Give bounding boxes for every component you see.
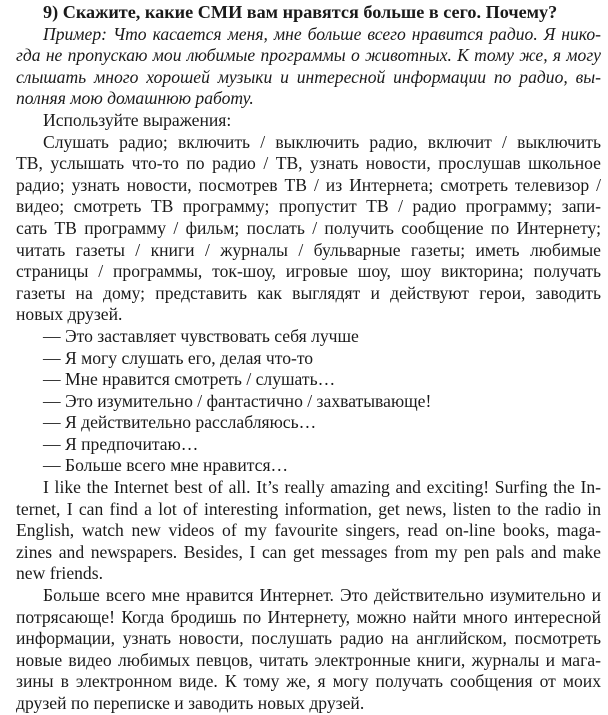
answer-russian-paragraph: [16, 585, 601, 715]
phrase-item: — Мне нравится смотреть / слушать…: [43, 369, 336, 390]
expressions-line: страницы / программы, ток-шоу, игровые шоу, шоу викторина; получать: [16, 261, 601, 282]
task-title: 9) Скажите, какие СМИ вам нравятся больше в сего. Почему?: [43, 2, 558, 22]
answer-ru-line: друзей по переписке и заводить новых друзей.: [16, 693, 365, 713]
textbook-page: [16, 2, 601, 715]
expressions-paragraph: [16, 132, 601, 326]
phrase-item: — Больше всего мне нравится…: [43, 455, 289, 476]
expressions-heading: Используйте выражения:: [43, 109, 232, 130]
expressions-line: газеты на дому; представить как выглядят и действуют герои, заводить: [16, 282, 601, 303]
answer-ru-line: новые видео любимых певцов, читать электронные книги, журналы и мага-: [16, 649, 601, 670]
answer-ru-line: информации, узнать новости, послушать радио на английском, посмотреть: [16, 628, 601, 649]
answer-en-line: I like the Internet best of all. It’s really amazing and exciting! Surfing the In-: [43, 477, 601, 498]
example-line: Пример: Что касается меня, мне больше всего нравится радио. Я нико-: [43, 23, 601, 44]
expressions-line: читать газеты / книги / журналы / бульварные газеты; иметь любимые: [16, 239, 601, 260]
expressions-line: сать ТВ программу / фильм; послать / получить сообщение по Интернету;: [16, 217, 601, 238]
phrase-item: — Это изумительно / фантастично / захватывающе!: [43, 390, 432, 411]
expressions-line: Слушать радио; включить / выключить радио, включит / выключить: [43, 131, 601, 152]
example-line: слышать много хорошей музыки и интересной информации по радио, вы-: [16, 66, 601, 87]
example-paragraph: [16, 24, 601, 110]
phrase-item: — Я могу слушать его, делая что-то: [43, 347, 314, 368]
answer-en-line: zines and newspapers. Besides, I can get messages from my pen pals and make: [16, 541, 601, 562]
phrase-item: — Я предпочитаю…: [43, 433, 199, 454]
expressions-line: радио; узнать новости, посмотрев ТВ / из Интернета; смотреть телевизор /: [16, 174, 601, 195]
answer-ru-line: потрясающе! Когда бродишь по Интернету, можно найти много интересной: [16, 606, 601, 627]
phrase-item: — Я действительно расслабляюсь…: [43, 412, 317, 433]
answer-english-paragraph: [16, 477, 601, 585]
answer-ru-line: зины в электронном виде. К тому же, я могу получать сообщения от моих: [16, 671, 601, 692]
phrase-item: — Это заставляет чувствовать себя лучше: [43, 325, 359, 346]
phrase-list: [16, 326, 601, 477]
answer-en-line: new friends.: [16, 563, 103, 584]
answer-ru-line: Больше всего мне нравится Интернет. Это действительно изумительно и: [43, 585, 601, 606]
answer-en-line: ternet, I can find a lot of interesting information, get news, listen to the radio in: [16, 498, 601, 519]
example-line: полняя мою домашнюю работу.: [16, 88, 254, 109]
answer-en-line: English, watch new videos of my favourite singers, read on-line books, maga-: [16, 520, 601, 541]
expressions-line: видео; смотреть ТВ программу; пропустит ТВ / радио программу; запи-: [16, 196, 601, 217]
example-line: гда не пропускаю мои любимые программы о животных. К тому же, я могу: [16, 45, 601, 66]
expressions-line: ТВ, услышать что-то по радио / ТВ, узнать новости, прослушав школьное: [16, 153, 601, 174]
expressions-line: новых друзей.: [16, 304, 123, 325]
